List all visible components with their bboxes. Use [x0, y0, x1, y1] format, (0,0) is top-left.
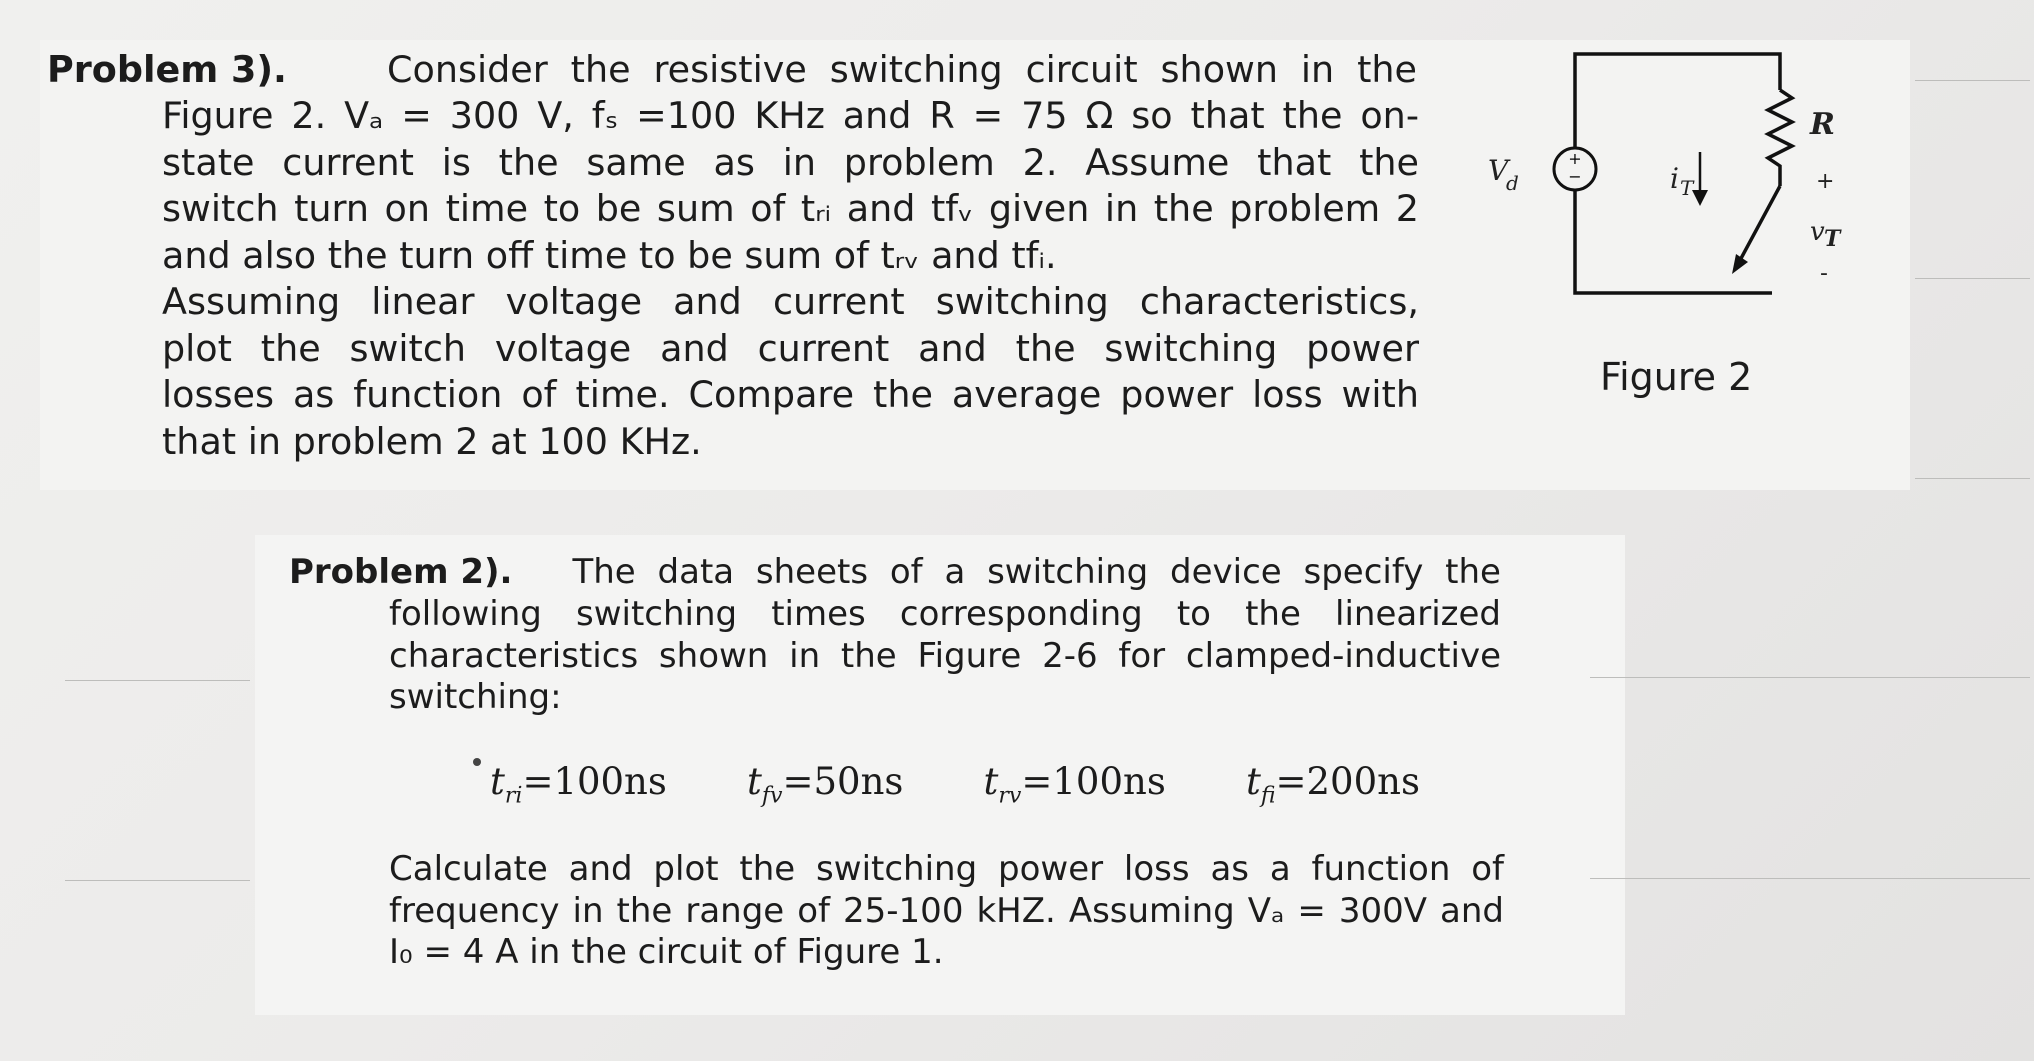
problem-2-word: a — [944, 552, 966, 592]
figure-2-caption: Figure 2 — [1600, 355, 1753, 399]
problem-3-label: Problem 3). — [47, 48, 287, 91]
problem-3-first-line: Consider the resistive switching circuit shown in the — [387, 48, 1417, 91]
resistor-symbol — [1768, 90, 1792, 186]
problem-2-word: switching — [987, 552, 1149, 592]
problem-2-word: data — [657, 552, 735, 592]
current-label-subscript: T — [1680, 176, 1694, 200]
equation-t-ri: $t_{ri}=100ns$ — [490, 760, 667, 809]
problem-2-first-line — [572, 552, 1501, 594]
problem-3-heading — [47, 47, 1417, 94]
problem-2-word: device — [1170, 552, 1282, 592]
circuit-wire — [1575, 190, 1772, 293]
problem-2-word: The — [572, 552, 636, 592]
margin-rule — [1590, 878, 2030, 879]
problem-2-line: switching: — [389, 677, 562, 717]
problem-3-line: Assuming linear voltage and current switching characteristics, — [162, 280, 1419, 323]
problem-3-body — [162, 93, 1419, 465]
voltage-label-subscript: T — [1824, 226, 1841, 252]
circuit-wire — [1575, 54, 1780, 148]
switching-times-equations — [490, 760, 1420, 808]
problem-2-word: sheets — [755, 552, 869, 592]
margin-rule — [1915, 278, 2030, 279]
source-minus-sign: − — [1568, 167, 1582, 186]
circuit-diagram — [1470, 40, 1890, 320]
current-arrow-icon — [1692, 190, 1708, 206]
problem-3-line: state current is the same as in problem 2. Assume that the — [162, 140, 1419, 184]
problem-2-word: of — [889, 552, 923, 592]
current-label: i — [1670, 162, 1679, 195]
problem-3-line: switch turn on time to be sum of tᵣᵢ and tfᵥ given in the problem 2 — [162, 187, 1419, 230]
equation-t-fv: $t_{fv}=50ns$ — [747, 760, 904, 809]
bullet-dot — [473, 758, 481, 766]
equation-t-rv: $t_{rv}=100ns$ — [983, 760, 1166, 809]
problem-2-line: characteristics shown in the Figure 2-6 for clamped-inductive — [389, 635, 1501, 676]
problem-3-line: Figure 2. Vₐ = 300 V, fₛ =100 KHz and R = 75 Ω so that the on- — [162, 94, 1419, 137]
problem-2-word: specify — [1303, 552, 1424, 592]
source-label-subscript: d — [1506, 171, 1519, 195]
voltage-minus-sign: - — [1820, 261, 1828, 286]
problem-3-line: plot the switch voltage and current and the switching power — [162, 326, 1419, 370]
voltage-label: v — [1810, 217, 1825, 247]
source-label: V — [1488, 154, 1509, 187]
switch-arrow-icon — [1732, 254, 1748, 274]
problem-3-line: and also the turn off time to be sum of tᵣᵥ and tfᵢ. — [162, 233, 1057, 277]
problem-2-calculation-text — [389, 849, 1504, 974]
problem-2-word: the — [1445, 552, 1501, 592]
margin-rule — [65, 680, 250, 681]
margin-rule — [65, 880, 250, 881]
voltage-plus-sign: + — [1816, 169, 1835, 194]
problem-2-calc-line: I₀ = 4 A in the circuit of Figure 1. — [389, 932, 944, 972]
problem-2-label: Problem 2). — [289, 552, 513, 592]
problem-2-body — [389, 594, 1501, 719]
problem-2-calc-line: frequency in the range of 25-100 kHZ. Assuming Vₐ = 300V and — [389, 890, 1504, 931]
equation-t-fi: $t_{fi}=200ns$ — [1245, 760, 1420, 809]
problem-3-line: that in problem 2 at 100 KHz. — [162, 419, 702, 463]
margin-rule — [1915, 478, 2030, 479]
problem-2-heading — [289, 552, 1501, 594]
problem-3-line: losses as function of time. Compare the average power loss with — [162, 373, 1419, 416]
switch-symbol — [1738, 186, 1780, 264]
margin-rule — [1590, 677, 2030, 678]
resistor-label: R — [1810, 107, 1835, 142]
problem-2-line: following switching times corresponding to the linearized — [389, 594, 1501, 634]
margin-rule — [1915, 80, 2030, 81]
problem-2-calc-line: Calculate and plot the switching power loss as a function of — [389, 849, 1504, 889]
source-plus-sign: + — [1568, 149, 1582, 168]
